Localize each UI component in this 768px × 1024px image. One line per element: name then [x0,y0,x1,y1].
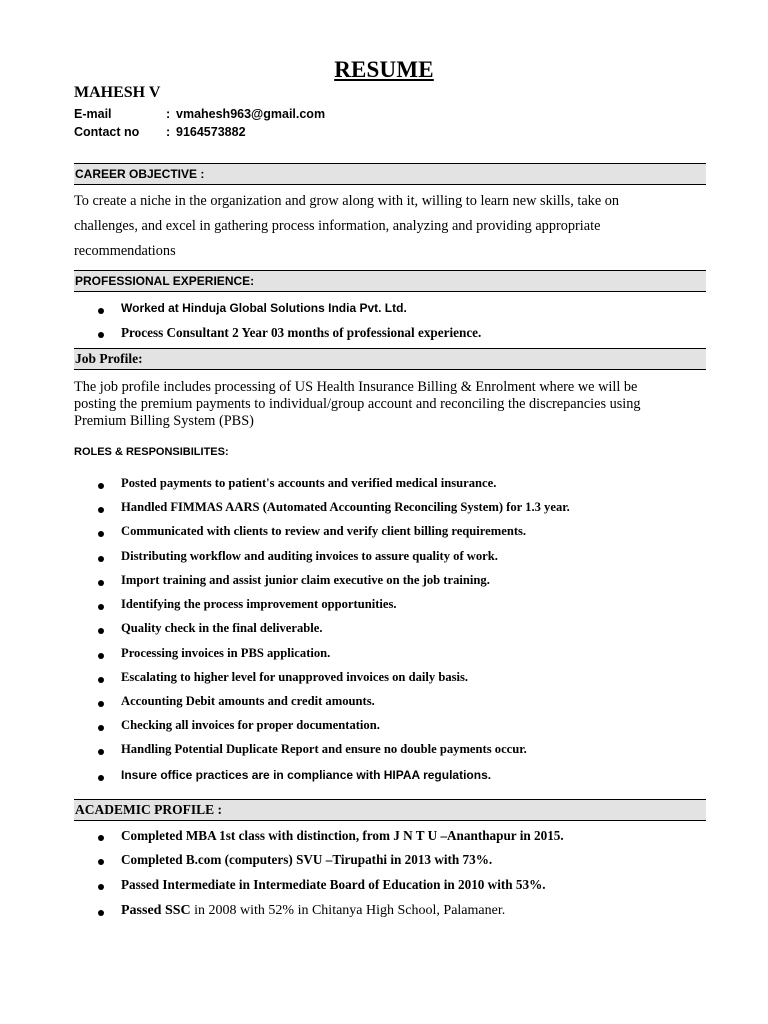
career-objective-text [74,189,714,264]
role-item: Communicated with clients to review and verify client billing requirements. [121,524,527,538]
job-profile-text [74,379,714,430]
contact-colon: : [166,125,171,139]
role-item: Import training and assist junior claim executive on the job training. [121,573,490,587]
academic-item-bold: Passed SSC [121,903,191,918]
bullet-icon [98,507,104,513]
bullet-icon [98,308,104,314]
bullet-icon [98,332,104,338]
job-profile-line: Premium Billing System (PBS) [74,413,254,429]
email-colon: : [166,107,171,121]
role-item: Insure office practices are in compliance with HIPAA regulations. [121,768,492,782]
objective-line: To create a niche in the organization and grow along with it, willing to learn new skills, take on [74,193,620,209]
page-title: RESUME [334,57,434,82]
email-value: vmahesh963@gmail.com [176,107,326,121]
academic-profile-heading: ACADEMIC PROFILE : [74,799,706,821]
bullet-icon [98,531,104,537]
roles-heading: ROLES & RESPONSIBILITES: [74,446,229,458]
role-item: Distributing workflow and auditing invoices to assure quality of work. [121,549,498,563]
academic-item-rest: in 2008 with 52% in Chitanya High School, Palamaner. [190,903,506,918]
bullet-icon [98,580,104,586]
academic-item: Completed MBA 1st class with distinction, from J N T U –Ananthapur in 2015. [121,828,564,843]
objective-line: recommendations [74,243,176,259]
role-item: Handling Potential Duplicate Report and ensure no double payments occur. [121,742,527,756]
contact-value: 9164573882 [176,125,246,139]
professional-experience-heading: PROFESSIONAL EXPERIENCE: [74,270,706,292]
role-item: Escalating to higher level for unapproved invoices on daily basis. [121,670,469,684]
bullet-icon [98,910,104,916]
bullet-icon [98,653,104,659]
bullet-icon [98,701,104,707]
job-profile-line: posting the premium payments to individual/group account and reconciling the discrepancies using [74,396,641,412]
bullet-icon [98,859,104,865]
bullet-icon [98,749,104,755]
bullet-icon [98,775,104,781]
bullet-icon [98,884,104,890]
role-item: Quality check in the final deliverable. [121,621,323,635]
candidate-name: MAHESH V [74,84,161,101]
bullet-icon [98,835,104,841]
bullet-icon [98,725,104,731]
role-item: Identifying the process improvement opportunities. [121,597,397,611]
academic-item: Completed B.com (computers) SVU –Tirupathi in 2013 with 73%. [121,852,493,867]
role-item: Processing invoices in PBS application. [121,646,331,660]
objective-line: challenges, and excel in gathering process information, analyzing and providing appropriate [74,218,601,234]
contact-label: Contact no [74,125,140,139]
academic-item [121,903,505,919]
email-label: E-mail [74,107,112,121]
role-item: Checking all invoices for proper documentation. [121,718,380,732]
job-profile-heading: Job Profile: [74,348,706,370]
role-item: Posted payments to patient's accounts and verified medical insurance. [121,476,497,490]
contact-row [74,125,246,139]
bullet-icon [98,556,104,562]
bullet-icon [98,604,104,610]
experience-item: Process Consultant 2 Year 03 months of professional experience. [121,325,482,340]
career-objective-heading: CAREER OBJECTIVE : [74,163,706,185]
role-item: Accounting Debit amounts and credit amounts. [121,694,375,708]
bullet-icon [98,677,104,683]
academic-item: Passed Intermediate in Intermediate Board of Education in 2010 with 53%. [121,877,546,892]
bullet-icon [98,628,104,634]
experience-item: Worked at Hinduja Global Solutions India Pvt. Ltd. [121,301,407,315]
email-row [74,107,325,121]
role-item: Handled FIMMAS AARS (Automated Accounting Reconciling System) for 1.3 year. [121,500,570,514]
job-profile-line: The job profile includes processing of US Health Insurance Billing & Enrolment where we will be [74,379,638,395]
bullet-icon [98,483,104,489]
